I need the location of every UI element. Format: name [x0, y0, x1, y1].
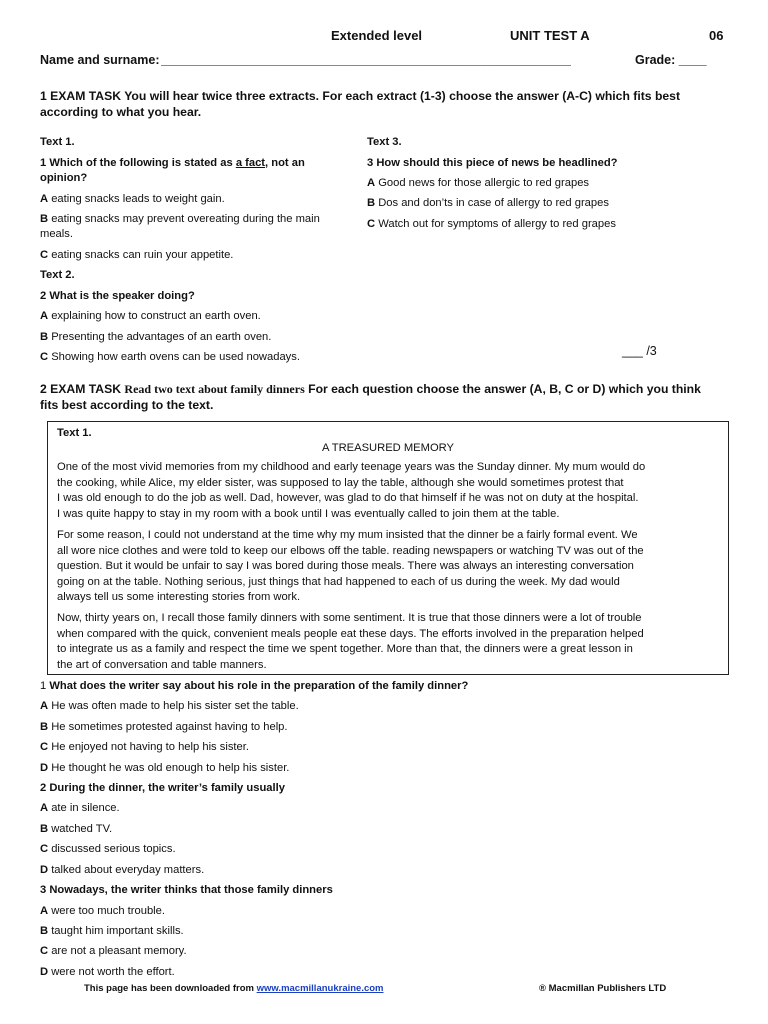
paragraph-line: I was old enough to do the job as well. Dad, however, was glad to do that himself if he was not on duty at the hospital.	[57, 492, 639, 505]
option-text: were too much trouble.	[51, 905, 166, 917]
page-number: 06	[709, 28, 724, 43]
option-letter: A	[367, 177, 376, 189]
q1-option-c[interactable]	[40, 740, 249, 754]
task2-suffix: For each question choose the answer (A, B, C or D) which you think	[304, 382, 701, 396]
test-label: UNIT TEST A	[510, 28, 590, 43]
text3-option-c[interactable]	[367, 217, 616, 231]
task2-instruction-line2: fits best according to the text.	[40, 398, 214, 412]
q3-option-b[interactable]	[40, 924, 184, 938]
option-letter: C	[40, 843, 49, 855]
q2-option-b[interactable]	[40, 822, 112, 836]
footer-source	[84, 983, 384, 994]
option-text: talked about everyday matters.	[51, 864, 205, 876]
text1-question-fact: a fact	[235, 157, 266, 169]
option-letter: C	[367, 218, 376, 230]
text1-label: Text 1.	[40, 136, 75, 148]
task2-instruction-line1	[40, 381, 701, 397]
q3-question: 3 Nowadays, the writer thinks that those family dinners	[40, 884, 333, 896]
text2-option-b[interactable]	[40, 330, 271, 344]
reading-text-label: Text 1.	[57, 427, 92, 439]
option-letter: A	[40, 905, 49, 917]
paragraph-line: the cooking, while Alice, my elder sister, was supposed to lay the table, although she would sometimes protest that	[57, 476, 624, 489]
option-text: explaining how to construct an earth oven.	[51, 310, 261, 322]
q3-option-d[interactable]	[40, 965, 175, 979]
task2-prefix: 2 EXAM TASK	[40, 382, 125, 396]
text3-question: 3 How should this piece of news be headlined?	[367, 157, 618, 169]
q1-number: 1	[40, 680, 50, 692]
text3-option-b[interactable]	[367, 196, 609, 210]
text3-option-a[interactable]	[367, 176, 589, 190]
text2-question: 2 What is the speaker doing?	[40, 290, 195, 302]
option-letter: B	[367, 197, 376, 209]
paragraph-line: when compared with the quick, convenient meals people eat these days. The efforts involved in the preparation helped	[57, 627, 644, 640]
q2-option-a[interactable]	[40, 801, 120, 815]
text1-question-line2: opinion?	[40, 172, 88, 184]
q1-question	[40, 679, 468, 693]
option-letter: A	[40, 310, 49, 322]
paragraph-line: question. But it would be unfair to say I was bored during those meals. There was always an interesting conversation	[57, 560, 634, 573]
option-text: Showing how earth ovens can be used nowadays.	[51, 351, 300, 363]
option-letter: A	[40, 802, 49, 814]
q1-option-a[interactable]	[40, 699, 299, 713]
text2-option-a[interactable]	[40, 309, 261, 323]
paragraph-line: always tell us some interesting stories from work.	[57, 591, 301, 604]
name-label: Name and surname:	[40, 53, 160, 67]
text1-option-a[interactable]	[40, 192, 225, 206]
q1-option-d[interactable]	[40, 761, 289, 775]
option-text: eating snacks can ruin your appetite.	[51, 249, 234, 261]
option-text: Watch out for symptoms of allergy to red grapes	[378, 218, 616, 230]
option-text: are not a pleasant memory.	[51, 945, 187, 957]
q1-text: What does the writer say about his role in the preparation of the family dinner?	[49, 680, 469, 692]
paragraph-2	[57, 528, 644, 606]
text1-option-b-line2: meals.	[40, 228, 73, 240]
option-text: Dos and don’ts in case of allergy to red grapes	[378, 197, 609, 209]
text1-question	[40, 156, 305, 170]
text3-label: Text 3.	[367, 136, 402, 148]
task1-score[interactable]: ___ /3	[622, 344, 657, 358]
text1-question-post: , not an	[265, 157, 305, 169]
option-letter: A	[40, 193, 49, 205]
option-letter: D	[40, 966, 49, 978]
footer-downloaded-text: This page has been downloaded from	[84, 983, 257, 994]
option-letter: C	[40, 945, 49, 957]
option-text: He sometimes protested against having to help.	[51, 721, 288, 733]
option-text: He thought he was old enough to help his sister.	[51, 762, 290, 774]
option-letter: D	[40, 762, 49, 774]
paragraph-line: One of the most vivid memories from my childhood and early teenage years was the Sunday dinner. My mum would do	[57, 461, 646, 473]
paragraph-line: to integrate us as a family and respect the time we spent together. More than that, the dinners were a great lesson in	[57, 643, 633, 656]
text1-option-b[interactable]	[40, 212, 320, 226]
option-letter: B	[40, 213, 49, 225]
option-text: discussed serious topics.	[51, 843, 176, 855]
option-text: taught him important skills.	[51, 925, 184, 937]
q2-option-d[interactable]	[40, 863, 204, 877]
footer-copyright: ® Macmillan Publishers LTD	[539, 983, 667, 994]
q1-option-b[interactable]	[40, 720, 288, 734]
text1-question-pre: 1 Which of the following is stated as	[40, 157, 236, 169]
name-field[interactable]: ___________________________________________________________	[161, 53, 571, 67]
option-text: watched TV.	[51, 823, 113, 835]
text2-option-c[interactable]	[40, 350, 300, 364]
level-label: Extended level	[331, 28, 423, 43]
reading-text-title: A TREASURED MEMORY	[322, 442, 454, 454]
paragraph-1	[57, 460, 645, 522]
footer-link[interactable]: www.macmillanukraine.com	[256, 983, 384, 994]
task2-serif-text: Read two text about family dinners	[124, 382, 305, 396]
option-text: were not worth the effort.	[51, 966, 175, 978]
task1-instruction-line1: 1 EXAM TASK You will hear twice three extracts. For each extract (1-3) choose the answer (A-C) which fits best	[40, 89, 681, 103]
option-letter: C	[40, 249, 49, 261]
option-letter: B	[40, 823, 49, 835]
option-text: eating snacks may prevent overeating during the main	[51, 213, 320, 225]
option-letter: B	[40, 721, 49, 733]
paragraph-line: Now, thirty years on, I recall those family dinners with some sentiment. It is true that those dinners were a lot of trouble	[57, 612, 642, 624]
grade-field[interactable]: Grade: ____	[635, 53, 707, 67]
option-text: He enjoyed not having to help his sister.	[51, 741, 249, 753]
option-letter: B	[40, 331, 49, 343]
option-text: ate in silence.	[51, 802, 120, 814]
option-text: Presenting the advantages of an earth oven.	[51, 331, 272, 343]
option-letter: C	[40, 741, 49, 753]
text2-label: Text 2.	[40, 269, 75, 281]
paragraph-line: going on at the table. Nothing serious, just things that had happened to each of us during the week. My dad would	[57, 575, 620, 588]
option-text: eating snacks leads to weight gain.	[51, 193, 225, 205]
task1-instruction-line2: according to what you hear.	[40, 105, 202, 119]
q3-option-a[interactable]	[40, 904, 165, 918]
option-text: He was often made to help his sister set the table.	[51, 700, 299, 712]
reading-text-box	[47, 421, 729, 675]
q3-option-c[interactable]	[40, 944, 187, 958]
paragraph-line: all wore nice clothes and were told to keep our elbows off the table. reading newspapers or watching TV was out of the	[57, 544, 644, 557]
option-letter: A	[40, 700, 49, 712]
paragraph-line: I was quite happy to stay in my room with a book until I was eventually called to join them at the table.	[57, 507, 560, 520]
q2-option-c[interactable]	[40, 842, 176, 856]
text1-option-c[interactable]	[40, 248, 233, 262]
q2-question: 2 During the dinner, the writer’s family usually	[40, 782, 285, 794]
option-text: Good news for those allergic to red grapes	[378, 177, 590, 189]
option-letter: B	[40, 925, 49, 937]
option-letter: D	[40, 864, 49, 876]
paragraph-3	[57, 611, 644, 673]
paragraph-line: For some reason, I could not understand at the time why my mum insisted that the dinner be a fairly formal event. We	[57, 529, 638, 541]
option-letter: C	[40, 351, 49, 363]
paragraph-line: the art of conversation and table manners.	[57, 658, 267, 671]
